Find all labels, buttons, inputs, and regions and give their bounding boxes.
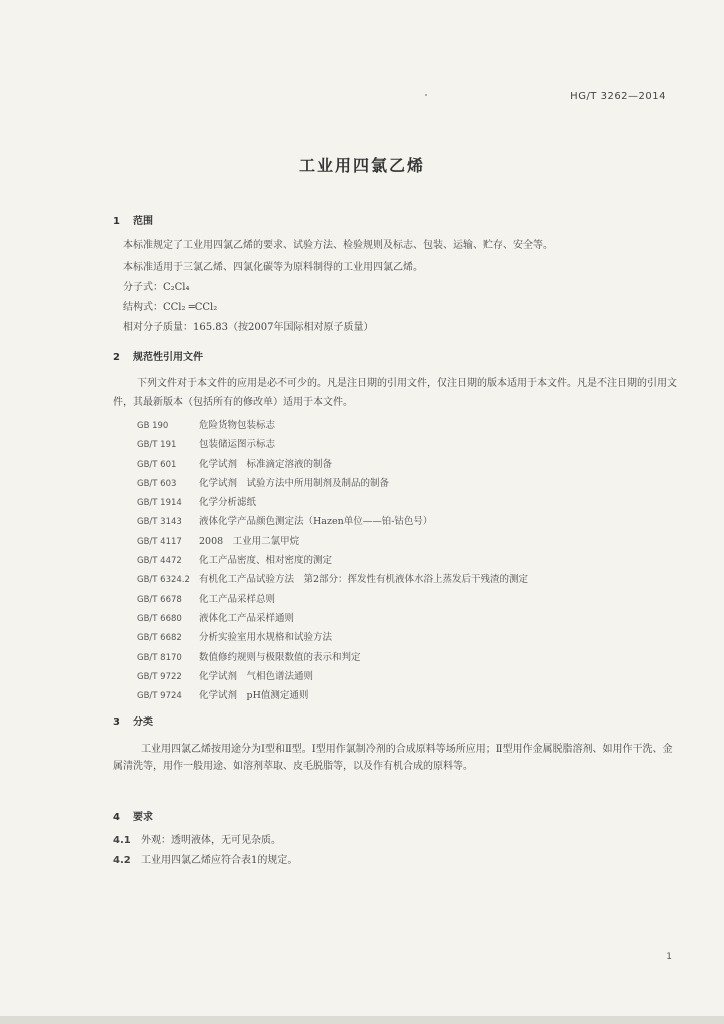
reference-item — [137, 416, 528, 435]
section-3-heading — [113, 713, 153, 728]
reference-title: 包装储运图示标志 — [199, 439, 276, 451]
reference-item — [137, 512, 528, 531]
classification-paragraph: 工业用四氯乙烯按用途分为Ⅰ型和Ⅱ型。Ⅰ型用作氯制冷剂的合成原料等场所应用；Ⅱ型用作金属脱脂溶剂、如用作干洗、金属清洗等，用作一般用途、如溶剂萃取、皮毛脱脂等，以及作有机合成的原料等。 — [113, 744, 673, 772]
reference-list — [137, 416, 528, 705]
reference-code: GB/T 9724 — [137, 691, 182, 702]
reference-code: GB/T 4472 — [137, 556, 182, 567]
reference-code: GB/T 191 — [137, 440, 177, 451]
reference-title: 化学试剂 试验方法中所用制剂及制品的制备 — [199, 477, 390, 489]
reference-item — [137, 628, 528, 647]
requirement-text: 工业用四氯乙烯应符合表1的规定。 — [141, 855, 298, 866]
reference-code: GB 190 — [137, 421, 169, 431]
page-number: 1 — [666, 952, 672, 962]
requirement-number: 4.1 — [113, 835, 131, 846]
reference-code: GB/T 6682 — [137, 633, 182, 644]
reference-item — [137, 570, 528, 589]
scope-paragraph-1: 本标准规定了工业用四氯乙烯的要求、试验方法、检验规则及标志、包装、运输、贮存、安全等。 — [123, 240, 553, 251]
section-4-heading — [113, 808, 153, 823]
section-title: 规范性引用文件 — [133, 352, 203, 363]
reference-title: 化学试剂 pH值测定通则 — [199, 690, 309, 702]
reference-item — [137, 667, 528, 686]
section-title: 要求 — [133, 812, 153, 823]
reference-item — [137, 590, 528, 609]
reference-item — [137, 435, 528, 454]
requirement-number: 4.2 — [113, 855, 131, 866]
section-title: 分类 — [133, 717, 153, 728]
reference-title: 液体化学产品颜色测定法（Hazen单位——铂-钴色号） — [199, 516, 433, 528]
reference-item — [137, 474, 528, 493]
scan-bottom-edge — [0, 1016, 724, 1024]
reference-item — [137, 493, 528, 512]
reference-code: GB/T 601 — [137, 459, 177, 470]
structural-formula: 结构式：CCl₂ ═CCl₂ — [123, 302, 218, 313]
reference-code: GB/T 6324.2 — [137, 575, 190, 586]
section-title: 范围 — [133, 216, 153, 227]
section-number: 4 — [113, 812, 120, 823]
section-number: 2 — [113, 352, 120, 363]
reference-title: 危险货物包装标志 — [199, 420, 276, 431]
reference-code: GB/T 6678 — [137, 594, 182, 605]
reference-title: 数值修约规则与极限数值的表示和判定 — [199, 651, 361, 663]
document-title: 工业用四氯乙烯 — [298, 156, 425, 175]
section-number: 3 — [113, 717, 120, 728]
reference-title: 化工产品采样总则 — [199, 593, 276, 605]
standard-code: HG/T 3262—2014 — [570, 91, 666, 102]
reference-code: GB/T 1914 — [137, 498, 182, 509]
reference-title: 化工产品密度、相对密度的测定 — [199, 555, 333, 567]
reference-item — [137, 609, 528, 628]
reference-item — [137, 551, 528, 570]
reference-title: 有机化工产品试验方法 第2部分：挥发性有机液体水浴上蒸发后干残渣的测定 — [199, 574, 529, 586]
reference-title: 2008 工业用二氯甲烷 — [199, 535, 300, 547]
reference-code: GB/T 6680 — [137, 613, 182, 624]
reference-code: GB/T 8170 — [137, 652, 182, 663]
scope-paragraph-2: 本标准适用于三氯乙烯、四氯化碳等为原料制得的工业用四氯乙烯。 — [123, 262, 423, 273]
molecular-formula: 分子式：C₂Cl₄ — [123, 282, 190, 293]
reference-title: 液体化工产品采样通则 — [199, 612, 295, 624]
molecular-mass: 相对分子质量：165.83（按2007年国际相对原子质量） — [123, 322, 374, 333]
requirement-text: 外观：透明液体，无可见杂质。 — [141, 835, 281, 846]
section-2-heading — [113, 348, 203, 363]
scan-speck — [425, 94, 427, 96]
reference-title: 化学分析滤纸 — [199, 497, 257, 509]
reference-code: GB/T 3143 — [137, 517, 182, 528]
reference-code: GB/T 603 — [137, 478, 177, 489]
section-number: 1 — [113, 216, 120, 227]
reference-title: 化学试剂 标准滴定溶液的制备 — [199, 458, 333, 470]
reference-item — [137, 686, 528, 705]
requirement-item — [113, 834, 281, 847]
reference-title: 化学试剂 气相色谱法通则 — [199, 670, 314, 682]
reference-item — [137, 532, 528, 551]
reference-code: GB/T 9722 — [137, 671, 182, 682]
reference-code: GB/T 4117 — [137, 536, 182, 547]
references-intro: 下列文件对于本文件的应用是必不可少的。凡是注日期的引用文件，仅注日期的版本适用于本文件。凡是不注日期的引用文件，其最新版本（包括所有的修改单）适用于本文件。 — [113, 378, 677, 408]
reference-item — [137, 648, 528, 667]
reference-title: 分析实验室用水规格和试验方法 — [199, 632, 333, 644]
section-1-heading — [113, 212, 153, 227]
requirement-item — [113, 854, 297, 867]
reference-item — [137, 455, 528, 474]
